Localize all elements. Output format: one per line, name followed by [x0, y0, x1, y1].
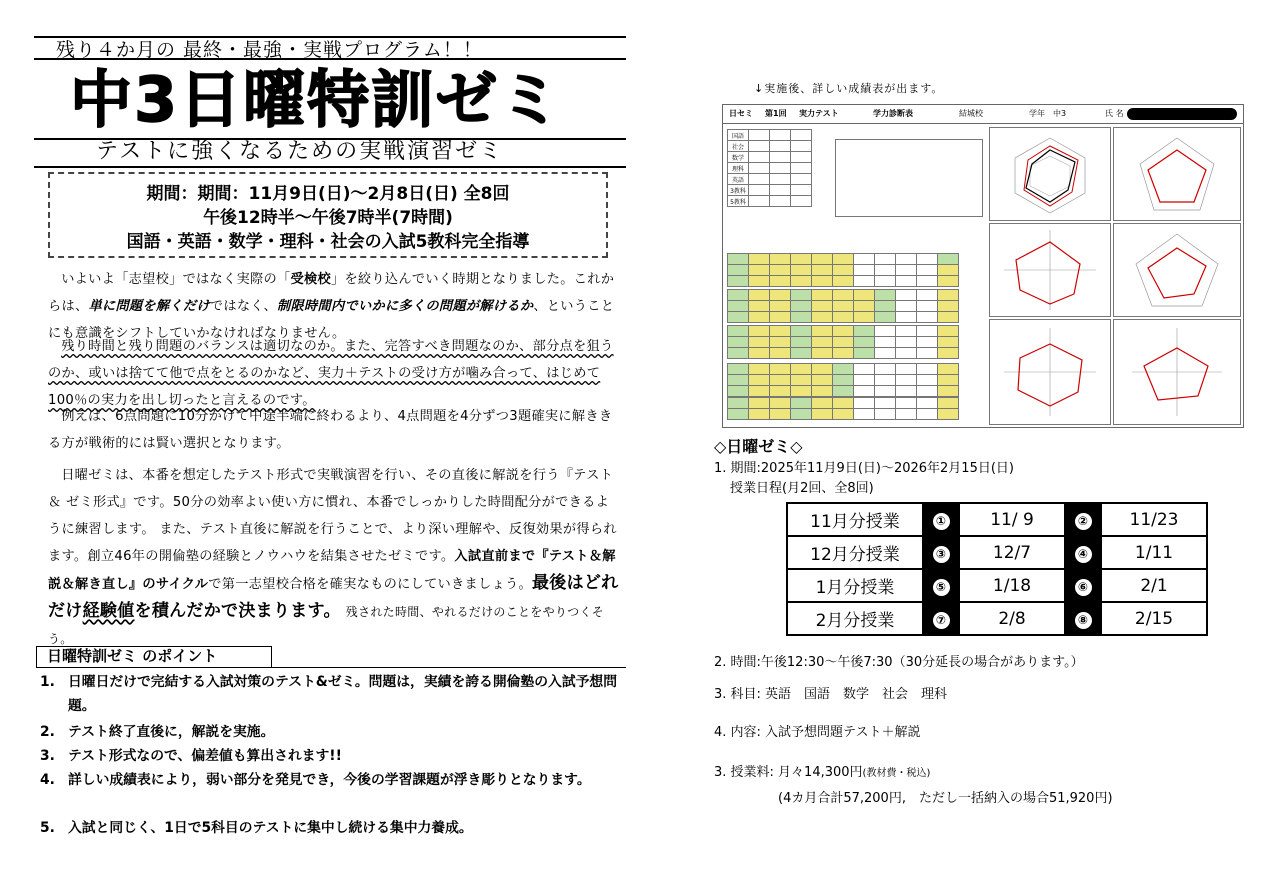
period-box: [48, 172, 608, 258]
detail-table-4: [727, 363, 959, 397]
table-row: 12月分授業 ③ 12/7 ④ 1/11: [787, 536, 1207, 569]
table-row: 1月分授業 ⑤ 1/18 ⑥ 2/1: [787, 569, 1207, 602]
detail-table-3: [727, 325, 959, 359]
period-hours: 午後12時半～午後7時半(7時間): [203, 208, 453, 228]
info-content: 4. 内容: 入試予想問題テスト＋解説: [714, 725, 921, 740]
info-fee: 3. 授業料: 月々14,300円(教材費・税込): [714, 765, 931, 780]
period-subjects: 国語・英語・数学・理科・社会の入試5教科完全指導: [126, 232, 530, 252]
score-summary-table: 国語 社会 数学 理科 英語 3教科 5教科: [727, 129, 812, 207]
points-list: [40, 670, 630, 840]
points-heading: 日曜特訓ゼミ のポイント: [36, 646, 272, 668]
tagline: 残り４か月の 最終・最強・実戦プログラム！！: [34, 36, 626, 60]
info-schedule-note: 授業日程(月2回、全8回): [730, 481, 874, 496]
list-item: 5. 入試と同じく、1日で5科目のテストに集中し続ける集中力養成。: [40, 820, 473, 836]
schedule-table: [786, 502, 1208, 636]
info-time: 2. 時間:午後12:30～午後7:30（30分延長の場合があります。）: [714, 655, 1084, 670]
sunday-seminar-heading: ◇日曜ゼミ◇: [714, 437, 803, 456]
list-item: 1. 日曜日だけで完結する入試対策のテスト&ゼミ。問題は，実績を誇る開倫塾の入試予想問題。: [40, 674, 618, 714]
flyer-subtitle: テストに強くなるための実戦演習ゼミ: [96, 139, 504, 164]
radar-chart-science: [989, 319, 1111, 425]
comment-box: [835, 139, 983, 217]
example-paragraph: 例えば、6点問題に10分かけて中途半端に終わるより、4点問題を4分ずつ3題確実に解ききる方が戦術的には賢い選択となります。: [48, 409, 613, 451]
list-item: 3. テスト形式なので、偏差値も算出されます!!: [40, 748, 342, 764]
info-period: 1. 期間:2025年11月9日(日)～2026年2月15日(日): [714, 461, 1014, 476]
flyer-title: 中3日曜特訓ゼミ: [70, 63, 564, 136]
period-dates: 期間：期間：11月9日(日)～2月8日(日) 全8回: [146, 184, 510, 204]
sunday-seminar-paragraph: 日曜ゼミは、本番を想定したテスト形式で実戦演習を行い、その直後に解説を行う『テスト＆ ゼミ形式』です。50分の効率よい使い方に慣れ、本番でしっかりした時間配分ができるように練習します。 また、テスト直後に解説を行うことで、より深い理解や、反復効果が得られます。創立46年の開倫塾の経験とノウハウを結集させたゼミです。入試直前まで『テスト＆解説＆解き直し』のサイクルで第一志望校合格を確実なものにしていきましょう。最後はどれだけ経験値を積んだかで決まります。 残された時間、やれるだけのことをやりつくそう。: [48, 468, 619, 646]
detail-table-2: [727, 289, 959, 323]
report-note: ↓実施後、詳しい成績表が出ます。: [754, 82, 944, 95]
list-item: 2. テスト終了直後に，解説を実施。: [40, 724, 275, 740]
score-report-sample: [722, 104, 1244, 428]
info-subjects: 3. 科目: 英語 国語 数学 社会 理科: [714, 687, 948, 702]
radar-chart-japanese: [1113, 127, 1241, 221]
table-row: 2月分授業 ⑦ 2/8 ⑧ 2/15: [787, 602, 1207, 635]
table-row: 11月分授業 ① 11/ 9 ② 11/23: [787, 503, 1207, 536]
balance-paragraph: 残り時間と残り問題のバランスは適切なのか。また、完答すべき問題なのか、部分点を狙うのか、或いは捨てて他で点をとるのかなど、実力＋テストの受け方が噛み合って、はじめて100％の実力を出し切ったと言えるのです。: [48, 339, 614, 408]
radar-chart-math: [989, 223, 1111, 317]
radar-chart-social: [1113, 319, 1241, 425]
points-divider: [36, 667, 626, 668]
detail-table-5: [727, 397, 959, 420]
redacted-name: [1127, 108, 1237, 120]
detail-table-1: [727, 253, 959, 287]
radar-chart-total: [989, 127, 1111, 221]
report-header: 日セミ 第1回 実力テスト 学力診断表 結城校 学年 中3 氏 名: [723, 105, 1243, 124]
radar-chart-english: [1113, 223, 1241, 317]
intro-paragraph: いよいよ「志望校」ではなく実際の「受検校」を絞り込んでいく時期となりました。これからは、単に問題を解くだけではなく、制限時間内でいかに多くの問題が解けるか、ということにも意識をシフトしていかなければなりません。: [48, 272, 615, 341]
subtitle-divider: [34, 166, 626, 168]
info-fee-total: (4カ月合計57,200円, ただし一括納入の場合51,920円): [778, 791, 1113, 806]
list-item: 4. 詳しい成績表により，弱い部分を発見でき，今後の学習課題が浮き彫りとなります。: [40, 772, 591, 788]
